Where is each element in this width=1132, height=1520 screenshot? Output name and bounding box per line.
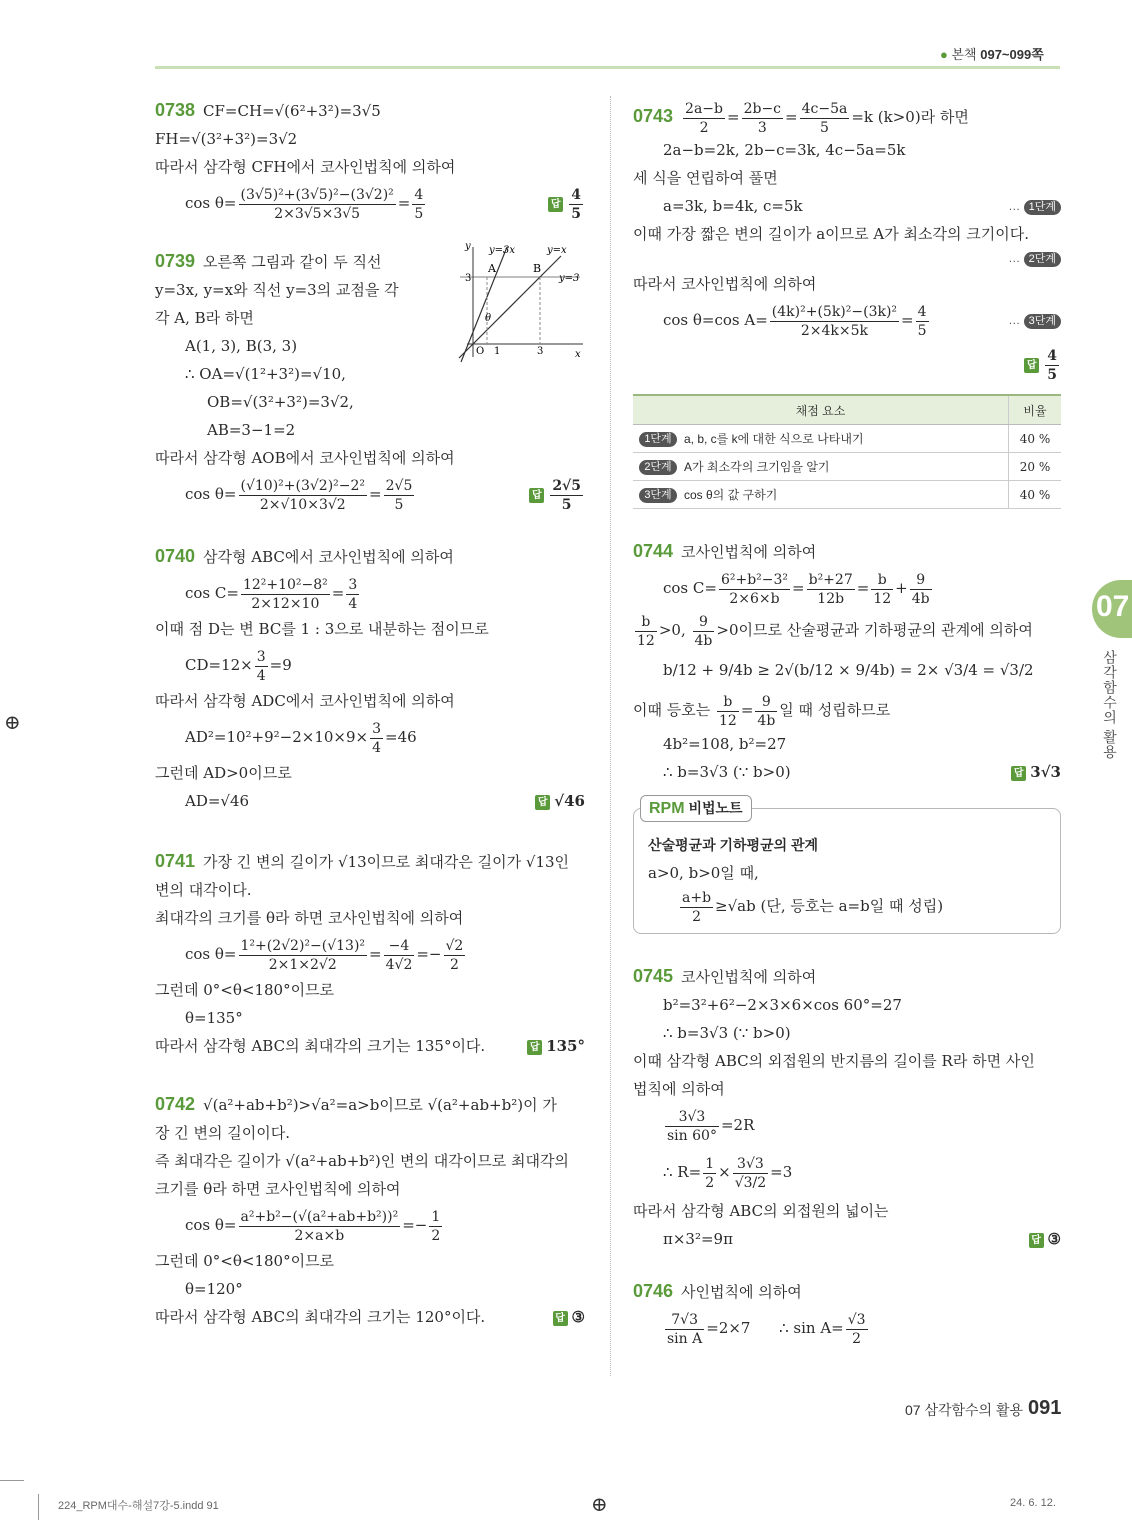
solution-line: 삼각형 ABC에서 코사인법칙에 의하여: [203, 548, 454, 566]
footer-chapter: 07 삼각함수의 활용: [905, 1402, 1024, 1418]
problem-0743: 0743 $\frac{2a-b}{2}$ = $\frac{2b-c}{3}$ = $\frac{4c-5a}{5}$ =k (k>0)라 하면 2a−b=2k, 2b−c=3k, 4c−5a=5k 세 식을 연립하여 풀면 a=3k, b=4k, c=5k … 1단계 이때 가장 짧은 변의 길이가 a이므로 A가 최소각의 크기이다. … 2단계 따라서 코사인법칙에 의하여 cos θ=cos A= $\frac{\text{(4k)²+(5k)²−(3k)²}}{2\times 4k\times 5k}$ = $\frac{4}{5}$ … 3단계 답 $\frac{4}{5}$ 채점 요소 비율 1단계 a, b, c를 k에 대한 식으로 나타내기 40 % 2단계 A가 최소각의 크기임을 알기 20 % 3단계 cos θ의 값 구하기 40 %: [633, 96, 1061, 509]
answer: 답 135°: [527, 1032, 585, 1060]
solution-line: θ=120°: [185, 1280, 243, 1298]
solution-line: y=3x, y=x와 직선 y=3의 교점을 각: [155, 281, 399, 299]
solution-line: 변의 대각이다.: [155, 881, 252, 899]
solution-line: 그런데 AD>0이므로: [155, 764, 292, 782]
solution-line: a=3k, b=4k, c=5k: [663, 197, 803, 215]
answer-mark: 답: [1011, 766, 1026, 781]
solution-line: √(a²+ab+b²)>√a²=a>b이므로 √(a²+ab+b²)이 가: [203, 1096, 557, 1114]
answer-mark: 답: [1029, 1233, 1044, 1248]
label-yx: y=x: [547, 245, 567, 256]
x-tick-3: 3: [537, 346, 544, 357]
left-column: [155, 96, 585, 1331]
fraction: $\frac{b}{12}$: [873, 571, 892, 607]
crop-mark: [0, 1480, 24, 1481]
header-rule: [155, 66, 1060, 69]
registration-mark-icon: ⊕: [4, 710, 21, 734]
tip-title: 산술평균과 기하평균의 관계: [648, 837, 819, 853]
fraction: $\frac{\text{(3√5)²+(3√5)²−(3√2)²}}{2\times 3√5\times 3√5}$: [240, 186, 394, 222]
fraction: $\frac{1}{2}$: [705, 1155, 715, 1191]
answer: 답 $\frac{2√5}{5}$: [529, 472, 585, 516]
fraction: $\frac{1}{2}$: [431, 1208, 441, 1244]
solution-line: 이때 가장 짧은 변의 길이가 a이므로 A가 최소각의 크기이다.: [633, 225, 1029, 243]
solution-line: 코사인법칙에 의하여: [681, 543, 817, 561]
label-y3x: y=3x: [489, 245, 516, 256]
solution-line: 2a−b=2k, 2b−c=3k, 4c−5a=5k: [663, 141, 906, 159]
fraction: $\frac{4}{5}$: [917, 303, 927, 339]
problem-number: 0738: [155, 100, 196, 120]
y-axis-label: y: [465, 241, 471, 252]
problem-0745: 0745 코사인법칙에 의하여 b²=3²+6²−2×3×6×cos 60°=27 ∴ b=3√3 (∵ b>0) 이때 삼각형 ABC의 외접원의 반지름의 길이를 R라 하면 사인 법칙에 의하여 $\frac{3√3}{\sin 60^\circ}$ =2R ∴ R= $\frac{1}{2}$ × $\frac{3√3}{√3/2}$ =3 따라서 삼각형 ABC의 외접원의 넓이는 π×3²=9π 답 ③: [633, 962, 1061, 1253]
step-marker: … 2단계: [1008, 244, 1061, 272]
fraction: $\frac{\text{12²+10²−8²}}{2\times 12\times 10}$: [242, 576, 328, 612]
formula-text: ∴ R=: [663, 1163, 702, 1181]
solution-line: 오른쪽 그림과 같이 두 직선: [203, 253, 382, 271]
formula-text: 이때 등호는: [633, 701, 711, 719]
solution-line: 이때 점 D는 변 BC를 1 : 3으로 내분하는 점이므로: [155, 620, 489, 638]
rpm-tip-tag: RPM 비법노트: [640, 795, 752, 822]
fraction: $\frac{√3}{2}$: [847, 1311, 866, 1347]
solution-line: ∴ OA=√(1²+3²)=√10,: [185, 365, 346, 383]
answer-mark: 답: [529, 488, 544, 503]
problem-number: 0741: [155, 851, 196, 871]
print-file-info: 224_RPM대수-해설7강-5.indd 91: [58, 1500, 219, 1512]
solution-line: AD=√46: [185, 792, 250, 810]
solution-line: b²=3²+6²−2×3×6×cos 60°=27: [663, 996, 902, 1014]
fraction: $\frac{√2}{2}$: [445, 937, 464, 973]
right-column: [633, 96, 1061, 1350]
answer: 답 ③: [1029, 1225, 1061, 1253]
solution-line: OB=√(3²+3²)=3√2,: [207, 393, 354, 411]
scoring-header-item: 채점 요소: [633, 395, 1009, 425]
registration-mark-icon: ⊕: [591, 1492, 608, 1516]
answer-mark: 답: [548, 197, 563, 212]
formula-text: cos C=: [185, 584, 239, 602]
solution-line: 최대각의 크기를 θ라 하면 코사인법칙에 의하여: [155, 909, 464, 927]
solution-line: 따라서 삼각형 ADC에서 코사인법칙에 의하여: [155, 692, 455, 710]
fraction: $\frac{2a-b}{2}$: [685, 100, 723, 136]
formula-text: cos θ=: [185, 1216, 237, 1234]
solution-line: θ=135°: [185, 1009, 243, 1027]
formula-text: cos θ=: [185, 945, 237, 963]
step-marker: … 1단계: [1008, 192, 1061, 220]
solution-line: 따라서 삼각형 AOB에서 코사인법칙에 의하여: [155, 449, 455, 467]
solution-line: A(1, 3), B(3, 3): [185, 337, 298, 355]
header-page-reference: [940, 44, 1044, 63]
answer-mark: 답: [553, 1311, 568, 1326]
problem-number: 0740: [155, 546, 196, 566]
x-axis-label: x: [575, 349, 581, 360]
fraction: $\frac{a+b}{2}$: [682, 889, 712, 925]
answer-mark: 답: [535, 795, 550, 810]
solution-line: 장 긴 변의 길이이다.: [155, 1124, 290, 1142]
answer: 답 3√3: [1011, 758, 1061, 786]
problem-0739: 0739 오른쪽 그림과 같이 두 직선 y=3x, y=x와 직선 y=3의 교점을 각 각 A, B라 하면 A(1, 3), B(3, 3) ∴ OA=√(1²+3²)=√10, OB=√(3²+3²)=3√2, AB=3−1=2 따라서 삼각형 AOB에서 코사인법칙에 의하여 cos θ= $\frac{\text{(√10)²+(3√2)²−2²}}{2\times√10\times 3√2}$ = $\frac{2√5}{5}$ 답 $\frac{2√5}{5}$ y x y=3x y=x y=3 A B O θ 3 1 3: [155, 247, 585, 516]
solution-line: 법칙에 의하여: [633, 1080, 725, 1098]
chapter-side-label: 삼각함수의 활용: [1102, 650, 1118, 760]
answer: 답 √46: [535, 787, 585, 815]
formula-text: CD=12×: [185, 656, 253, 674]
problem-0744: 0744 코사인법칙에 의하여 cos C= $\frac{\text{6²+b²−3²}}{2\times 6\times b}$ = $\frac{\text{b²+27}}{12b}$ = $\frac{b}{12}$ + $\frac{9}{4b}$ $\frac{b}{12}$ >0, $\frac{9}{4b}$ >0이므로 산술평균과 기하평균의 관계에 의하여 b/12 + 9/4b ≥ 2√(b/12 × 9/4b) = 2× √3/4 = √3/2 이때 등호는 $\frac{b}{12}$ = $\frac{9}{4b}$ 일 때 성립하므로 4b²=108, b²=27 ∴ b=3√3 (∵ b>0) 답 3√3 RPM 비법노트 산술평균과 기하평균의 관계 a>0, b>0일 때, $\frac{a+b}{2}$ ≥√ab (단, 등호는 a=b일 때 성립): [633, 537, 1061, 934]
line-yx: [459, 256, 561, 358]
answer: 답 $\frac{4}{5}$: [1024, 342, 1061, 386]
origin-label: O: [476, 346, 485, 357]
problem-number: 0743: [633, 106, 674, 126]
column-divider: [610, 96, 611, 1376]
fraction: $\frac{9}{4b}$: [757, 693, 776, 729]
fraction: $\frac{3√3}{√3/2}$: [734, 1155, 767, 1191]
bullet-icon: ●: [940, 47, 948, 62]
fraction: $\frac{b}{12}$: [719, 693, 737, 729]
problem-number: 0742: [155, 1094, 196, 1114]
solution-line: 크기를 θ라 하면 코사인법칙에 의하여: [155, 1180, 401, 1198]
problem-number: 0745: [633, 966, 674, 986]
problem-0742: 0742 √(a²+ab+b²)>√a²=a>b이므로 √(a²+ab+b²)이 가 장 긴 변의 길이이다. 즉 최대각은 길이가 √(a²+ab+b²)인 변의 대각이므로 최대각의 크기를 θ라 하면 코사인법칙에 의하여 cos θ= $\frac{\text{a²+b²−(√(a²+ab+b²))²}}{2\times a\times b}$ =− $\frac{1}{2}$ 그런데 0°<θ<180°이므로 θ=120° 따라서 삼각형 ABC의 최대각의 크기는 120°이다. 답 ③: [155, 1090, 585, 1331]
tip-line: a>0, b>0일 때,: [648, 864, 759, 882]
problem-0740: 0740 삼각형 ABC에서 코사인법칙에 의하여 cos C= $\frac{\text{12²+10²−8²}}{2\times 12\times 10}$ = $\frac{3}{4}$ 이때 점 D는 변 BC를 1 : 3으로 내분하는 점이므로 CD=12× $\frac{3}{4}$ =9 따라서 삼각형 ADC에서 코사인법칙에 의하여 AD²=10²+9²−2×10×9× $\frac{3}{4}$ =46 그런데 AD>0이므로 AD=√46 답 √46: [155, 542, 585, 815]
graph-figure: [455, 239, 585, 364]
line-y3x: [461, 247, 507, 362]
table-row: 2단계 A가 최소각의 크기임을 알기 20 %: [633, 453, 1061, 481]
fraction: $\frac{\text{(4k)²+(5k)²−(3k)²}}{2\times 4k\times 5k}$: [771, 303, 898, 339]
point-a-label: A: [488, 262, 496, 275]
solution-line: AB=3−1=2: [207, 421, 296, 439]
y-tick-3: 3: [465, 273, 472, 284]
solution-line: ∴ b=3√3 (∵ b>0): [663, 763, 791, 781]
solution-line: 가장 긴 변의 길이가 √13이므로 최대각은 길이가 √13인: [203, 853, 570, 871]
answer: 답 $\frac{4}{5}$: [548, 181, 585, 225]
table-row: 3단계 cos θ의 값 구하기 40 %: [633, 481, 1061, 509]
label-y3: y=3: [559, 273, 580, 284]
fraction: $\frac{\text{b²+27}}{12b}$: [808, 571, 853, 607]
fraction: $\frac{b}{12}$: [637, 613, 655, 649]
page-number: 091: [1028, 1397, 1062, 1419]
chapter-number: 07: [1096, 590, 1130, 623]
fraction: $\frac{7√3}{\text{sin A}}$: [667, 1311, 703, 1347]
fraction: $\frac{2b-c}{3}$: [743, 100, 782, 136]
solution-line: ∴ b=3√3 (∵ b>0): [663, 1024, 791, 1042]
solution-line: 세 식을 연립하여 풀면: [633, 169, 778, 187]
solution-line: 그런데 0°<θ<180°이므로: [155, 981, 335, 999]
fraction: $\frac{4}{5}$: [414, 186, 424, 222]
problem-number: 0739: [155, 251, 196, 271]
solution-line: 이때 삼각형 ABC의 외접원의 반지름의 길이를 R라 하면 사인: [633, 1052, 1035, 1070]
crop-mark: [38, 1494, 39, 1520]
fraction: $\frac{3√3}{\sin 60^\circ}$: [667, 1108, 717, 1144]
fraction: $\frac{9}{4b}$: [911, 571, 930, 607]
problem-number: 0744: [633, 541, 674, 561]
solution-line: 4b²=108, b²=27: [663, 735, 787, 753]
solution-line: 각 A, B라 하면: [155, 309, 254, 327]
solution-line: 따라서 삼각형 ABC의 최대각의 크기는 120°이다.: [155, 1308, 486, 1326]
print-date: 24. 6. 12.: [1010, 1497, 1056, 1509]
formula-text: cos C=: [663, 579, 717, 597]
formula-text: cos θ=: [185, 485, 237, 503]
fraction: $\frac{\text{1²+(2√2)²−(√13)²}}{2\times 1\times 2√2}$: [240, 937, 366, 973]
fraction: $\frac{9}{4b}$: [694, 613, 713, 649]
solution-line: 따라서 삼각형 ABC의 외접원의 넓이는: [633, 1202, 889, 1220]
formula-text: AD²=10²+9²−2×10×9×: [185, 728, 369, 746]
step-marker: … 3단계: [1008, 298, 1061, 342]
x-tick-1: 1: [494, 346, 501, 357]
scoring-table: [633, 394, 1061, 509]
fraction: $\frac{3}{4}$: [348, 576, 358, 612]
formula-text: cos θ=: [185, 194, 237, 212]
header-ref-pages: 097~099쪽: [980, 47, 1044, 62]
point-b-label: B: [533, 262, 542, 275]
fraction: $\frac{3}{4}$: [372, 720, 382, 756]
answer-mark: 답: [527, 1040, 542, 1055]
fraction: $\frac{3}{4}$: [256, 648, 266, 684]
header-ref-label: 본책: [951, 47, 977, 62]
fraction: $\frac{\text{6²+b²−3²}}{2\times 6\times b}$: [720, 571, 789, 607]
solution-line: 즉 최대각은 길이가 √(a²+ab+b²)인 변의 대각이므로 최대각의: [155, 1152, 569, 1170]
scoring-header-ratio: 비율: [1009, 395, 1062, 425]
theta-label: θ: [485, 313, 492, 324]
solution-line: 따라서 삼각형 CFH에서 코사인법칙에 의하여: [155, 158, 456, 176]
solution-line: 사인법칙에 의하여: [681, 1283, 802, 1301]
fraction: $\frac{4c-5a}{5}$: [801, 100, 848, 136]
fraction: $\frac{2√5}{5}$: [385, 477, 413, 513]
solution-line: b/12 + 9/4b ≥ 2√(b/12 × 9/4b) = 2× √3/4 = √3/2: [663, 661, 1034, 679]
table-row: 1단계 a, b, c를 k에 대한 식으로 나타내기 40 %: [633, 425, 1061, 453]
answer-mark: 답: [1024, 358, 1039, 373]
fraction: $\frac{\text{(√10)²+(3√2)²−2²}}{2\times√10\times 3√2}$: [240, 477, 366, 513]
answer: 답 ③: [553, 1303, 585, 1331]
formula-text: cos θ=cos A=: [663, 311, 768, 329]
problem-0738: 0738 CF=CH=√(6²+3²)=3√5 FH=√(3²+3²)=3√2 따라서 삼각형 CFH에서 코사인법칙에 의하여 cos θ= $\frac{\text{(3√5)²+(3√5)²−(3√2)²}}{2\times 3√5\times 3√5}$ = $\frac{4}{5}$ 답 $\frac{4}{5}$: [155, 96, 585, 225]
problem-number: 0746: [633, 1281, 674, 1301]
solution-line: 그런데 0°<θ<180°이므로: [155, 1252, 335, 1270]
solution-line: 따라서 삼각형 ABC의 최대각의 크기는 135°이다.: [155, 1037, 486, 1055]
solution-line: CF=CH=√(6²+3²)=3√5: [203, 102, 381, 120]
solution-line: 따라서 코사인법칙에 의하여: [633, 275, 817, 293]
rpm-tip-box: RPM 비법노트 산술평균과 기하평균의 관계 a>0, b>0일 때, $\frac{a+b}{2}$ ≥√ab (단, 등호는 a=b일 때 성립): [633, 808, 1061, 934]
solution-line: π×3²=9π: [663, 1230, 733, 1248]
fraction: $\frac{\text{a²+b²−(√(a²+ab+b²))²}}{2\times a\times b}$: [240, 1208, 399, 1244]
solution-line: FH=√(3²+3²)=3√2: [155, 130, 298, 148]
problem-0741: 0741 가장 긴 변의 길이가 √13이므로 최대각은 길이가 √13인 변의 대각이다. 최대각의 크기를 θ라 하면 코사인법칙에 의하여 cos θ= $\frac{\text{1²+(2√2)²−(√13)²}}{2\times 1\times 2√2}$ = $\frac{-4}{4√2}$ =− $\frac{√2}{2}$ 그런데 0°<θ<180°이므로 θ=135° 따라서 삼각형 ABC의 최대각의 크기는 135°이다. 답 135°: [155, 847, 585, 1060]
problem-0746: 0746 사인법칙에 의하여 $\frac{7√3}{\text{sin A}}$ =2×7 ∴ sin A= $\frac{√3}{2}$: [633, 1281, 866, 1347]
fraction: $\frac{-4}{4√2}$: [385, 937, 413, 973]
solution-line: 코사인법칙에 의하여: [681, 968, 817, 986]
